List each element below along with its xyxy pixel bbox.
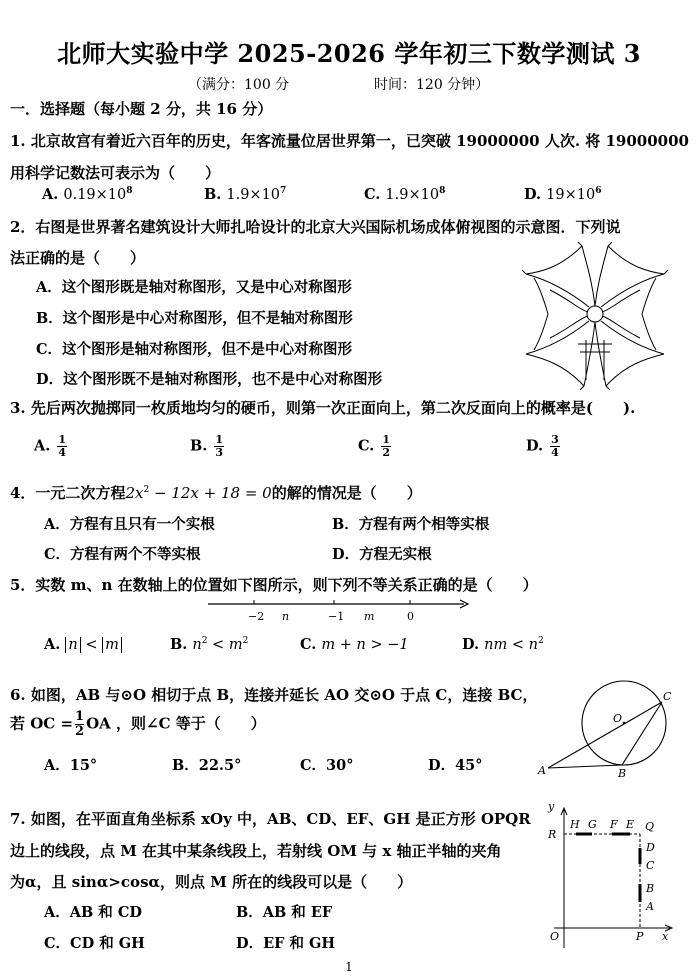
q5-line1: 5．实数 m、n 在数轴上的位置如下图所示，则下列不等关系正确的是（ ） [10, 576, 538, 594]
page-number: 1 [345, 960, 353, 974]
q6-line1: 6. 如图，AB 与⊙O 相切于点 B，连接并延长 AO 交⊙O 于点 C，连接 BC， [10, 686, 538, 704]
q4-option-d[interactable]: D．方程无实根 [332, 546, 432, 563]
axis-label-m: m [364, 610, 375, 623]
q3-option-c[interactable]: C. $\frac{1}{2}$ [358, 433, 391, 459]
q6-option-d[interactable]: D．45° [428, 757, 483, 774]
q3-option-a[interactable]: A. $\frac{1}{4}$ [34, 433, 67, 459]
q3-line1: 3. 先后两次抛掷同一枚质地均匀的硬币，则第一次正面向上，第二次反面向上的概率是( ). [10, 399, 636, 417]
q7-option-d[interactable]: D．EF 和 GH [236, 935, 336, 952]
q6-option-c[interactable]: C．30° [300, 757, 354, 774]
q2-line2: 法正确的是（ ） [10, 249, 146, 267]
q2-option-c[interactable]: C．这个图形是轴对称图形，但不是中心对称图形 [36, 341, 353, 358]
label-C: C [663, 690, 672, 703]
q3-option-b[interactable]: B. $\frac{1}{3}$ [190, 433, 224, 459]
label-H: H [570, 818, 580, 831]
q6-line2: 若 OC = $\frac{1}{2}$ OA ，则∠C 等于（ ） [10, 709, 266, 739]
q5-option-a[interactable]: A. n < m [44, 636, 122, 653]
q3-option-d[interactable]: D. $\frac{3}{4}$ [526, 433, 559, 459]
q7-option-a[interactable]: A．AB 和 CD [44, 904, 142, 921]
q4-option-c[interactable]: C．方程有两个不等实根 [44, 546, 201, 563]
label-F: F [610, 818, 618, 831]
q6-option-a[interactable]: A．15° [44, 757, 98, 774]
q2-option-a[interactable]: A．这个图形既是轴对称图形，又是中心对称图形 [36, 279, 352, 296]
label-B: B [618, 767, 627, 780]
airport-figure [520, 240, 670, 390]
coordinate-square-figure [530, 798, 680, 958]
section-heading: 一．选择题（每小题 2 分，共 16 分） [10, 100, 273, 118]
circle-tangent-figure [538, 680, 678, 780]
label-R: R [548, 828, 557, 841]
axis-label-0: 0 [407, 610, 414, 623]
q7-option-b[interactable]: B．AB 和 EF [236, 904, 333, 921]
number-line [208, 598, 470, 626]
q1-option-c[interactable]: C. $1.9\times 10^8$ [364, 186, 446, 203]
q4-option-b[interactable]: B．方程有两个相等实根 [332, 516, 490, 533]
q2-option-b[interactable]: B．这个图形是中心对称图形，但不是轴对称图形 [36, 310, 353, 327]
label-O: O [613, 712, 623, 725]
label-C7: C [646, 859, 655, 872]
label-D: D [646, 841, 655, 854]
q2-option-d[interactable]: D．这个图形既不是轴对称图形，也不是中心对称图形 [36, 371, 383, 388]
label-B7: B [646, 882, 655, 895]
q1-line2: 用科学记数法可表示为（ ） [10, 164, 221, 182]
page-title: 北师大实验中学 2025-2026 学年初三下数学测试 3 [57, 39, 641, 68]
label-G: G [588, 818, 597, 831]
q5-option-b[interactable]: B. $n^2 < m^2$ [170, 636, 249, 653]
q1-option-b[interactable]: B. $1.9\times 10^7$ [204, 186, 287, 203]
label-E: E [626, 818, 635, 831]
q4-option-a[interactable]: A．方程有且只有一个实根 [44, 516, 215, 533]
q7-line1: 7. 如图，在平面直角坐标系 xOy 中，AB、CD、EF、GH 是正方形 OPQR [10, 810, 531, 828]
axis-label-neg1: −1 [328, 610, 345, 623]
label-A: A [538, 764, 546, 777]
full-score: （满分：100 分 [188, 77, 290, 93]
label-A7: A [646, 900, 654, 913]
q1-option-d[interactable]: D. $19\times 10^6$ [524, 186, 602, 203]
q7-option-c[interactable]: C．CD 和 GH [44, 935, 145, 952]
q1-option-a[interactable]: A. $0.19\times 10^8$ [42, 186, 133, 203]
q7-line2: 边上的线段，点 M 在其中某条线段上，若射线 OM 与 x 轴正半轴的夹角 [10, 842, 502, 860]
q4-line1: 4．一元二次方程$2x^2 - 12x + 18 = 0$的解的情况是（ ） [10, 484, 422, 502]
exam-time: 时间：120 分钟） [374, 77, 490, 93]
q7-line3: 为α，且 sinα>cosα，则点 M 所在的线段可以是（ ） [10, 873, 413, 891]
axis-label-neg2: −2 [248, 610, 265, 623]
q5-option-c[interactable]: C. m + n > −1 [300, 636, 409, 653]
label-O7: O [550, 930, 560, 943]
label-x: x [662, 930, 669, 943]
label-y: y [548, 800, 555, 813]
axis-label-n: n [282, 610, 290, 623]
q1-line1: 1. 北京故宫有着近六百年的历史，年客流量位居世界第一，已突破 19000000 人次. 将 19000000 [10, 132, 689, 150]
q6-option-b[interactable]: B．22.5° [172, 757, 242, 774]
label-P: P [636, 930, 644, 943]
q2-line1: 2．右图是世界著名建筑设计大师扎哈设计的北京大兴国际机场成体俯视图的示意图．下列说 [10, 218, 621, 236]
q5-option-d[interactable]: D. nm < $n^2$ [462, 636, 544, 653]
label-Q: Q [645, 820, 655, 833]
